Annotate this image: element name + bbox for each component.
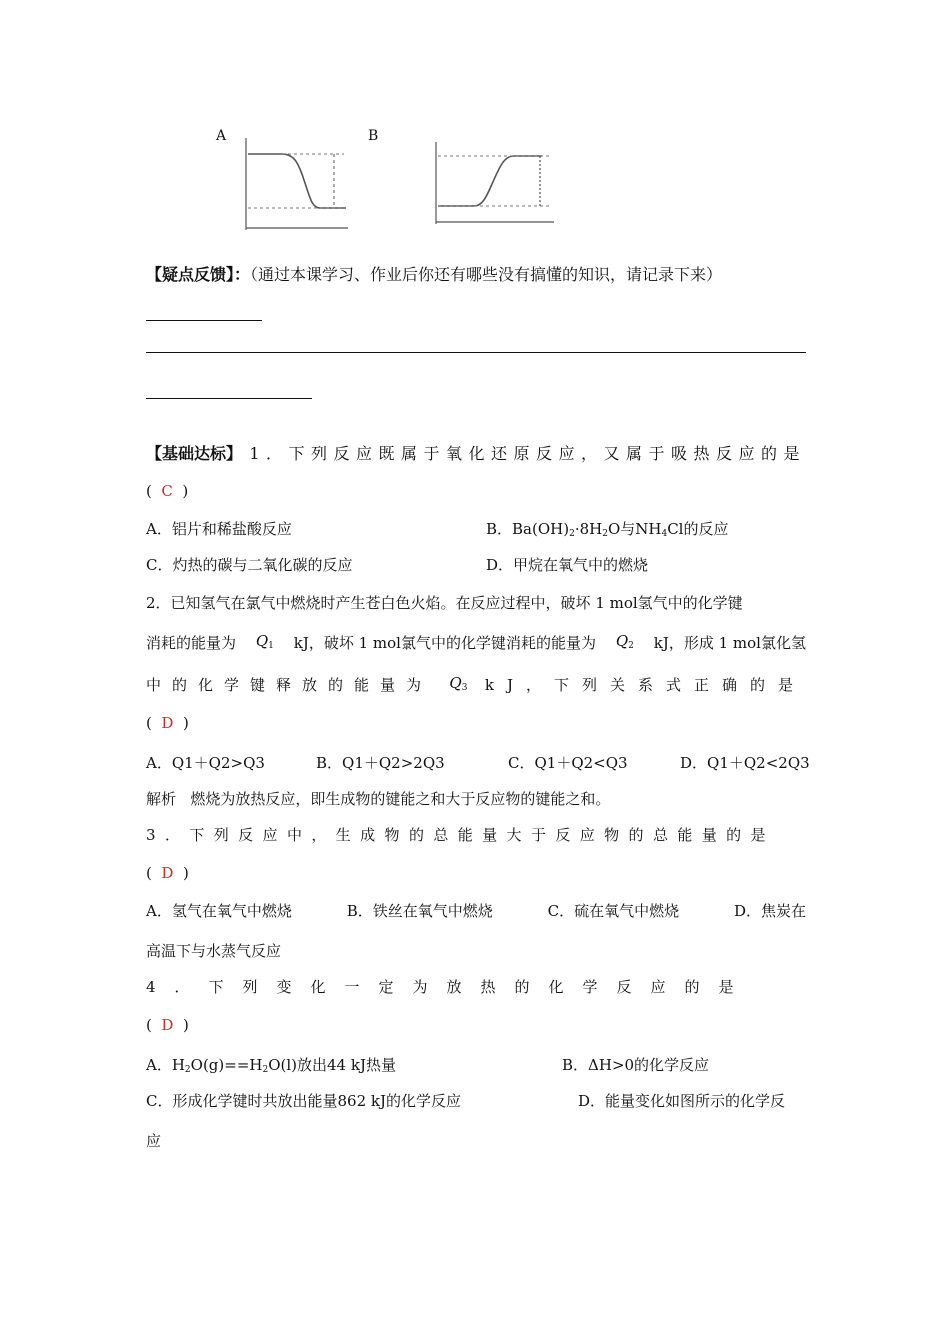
q2-line-2: [146, 632, 806, 653]
q1-option-b: [486, 518, 728, 539]
q1-option-b-mid: ·8H: [574, 520, 603, 538]
q4-option-a: [146, 1054, 396, 1075]
figure-b-label: B: [368, 128, 379, 144]
q4-answer-line: ( D ): [146, 1016, 189, 1034]
q1-answer: C: [161, 482, 173, 500]
q2-answer: D: [161, 714, 174, 732]
feedback-header: 【疑点反馈】：: [146, 265, 251, 284]
q2-analysis: [146, 788, 610, 809]
q4-option-c: C．形成化学键时共放出能量862 kJ的化学反应: [146, 1092, 461, 1110]
q2-line-3-a: 中的化学键释放的能量为: [146, 676, 433, 694]
q2-q2-symbol: $Q_2$: [615, 632, 634, 651]
q2-option-d: D．Q1＋Q2<2Q3: [680, 754, 810, 772]
figure-a-label: A: [216, 128, 227, 144]
q1-option-b-sub-2b: 2: [602, 529, 608, 539]
q1-option-b-sub-4: 4: [661, 529, 668, 539]
q3-option-c: C．硫在氧气中燃烧: [547, 902, 680, 920]
q4-option-a-prefix: A．H: [146, 1056, 185, 1074]
q3-option-d-cont: 高温下与水蒸气反应: [146, 942, 282, 960]
q4-option-a-suffix: O(l)放出44 kJ热量: [268, 1056, 396, 1074]
q3-option-a: A．氢气在氧气中燃烧: [146, 902, 292, 920]
q2-line-1: 2．已知氢气在氯气中燃烧时产生苍白色火焰。在反应过程中，破坏 1 mol氢气中的化学键: [146, 594, 743, 612]
q2-line-3-b: kJ，下列关系式正确的是: [484, 676, 806, 694]
q4-option-b-prefix: B．ΔH: [562, 1056, 612, 1074]
q1-option-a: A．铝片和稀盐酸反应: [146, 520, 292, 538]
q1-stem-line: [146, 441, 806, 464]
q1-option-b-prefix: B．Ba(OH): [486, 520, 570, 538]
q2-q1-symbol: $Q_1$: [255, 632, 274, 651]
figure-a-curve: [248, 154, 346, 208]
q4-option-a-sub-1: 2: [184, 1065, 191, 1075]
q4-answer: D: [161, 1016, 174, 1034]
figure-a-graph: [236, 128, 356, 238]
q1-option-d: D．甲烷在氧气中的燃烧: [486, 556, 649, 574]
q4-stem-wrap: [146, 976, 806, 997]
q1-option-c: C．灼热的碳与二氧化碳的反应: [146, 556, 353, 574]
q2-analysis-label: 解析: [146, 790, 177, 808]
answer-line-3[interactable]: [146, 398, 312, 399]
q4-stem: 4．下列变化一定为放热的化学反应的是: [146, 978, 753, 996]
q2-analysis-text: 燃烧为放热反应，即生成物的键能之和大于反应物的键能之和。: [190, 790, 611, 808]
feedback-line: [146, 262, 722, 285]
q1-answer-line: ( C ): [146, 482, 189, 500]
q1-stem: 1．下列反应既属于氧化还原反应，又属于吸热反应的是: [249, 444, 806, 463]
q1-option-b-suffix: Cl的反应: [667, 520, 729, 538]
q2-line-2-a: 消耗的能量为: [146, 634, 237, 652]
q2-q3-symbol: $Q_3$: [449, 674, 468, 693]
figure-b-curve: [438, 156, 542, 206]
q2-option-c: C．Q1＋Q2<Q3: [508, 754, 628, 772]
q3-stem: 3．下列反应中，生成物的总能量大于反应物的总能量的是: [146, 826, 775, 844]
q2-option-b: B．Q1＋Q2>2Q3: [316, 754, 445, 772]
q1-option-b-mid2: O与NH: [607, 520, 662, 538]
q3-option-d: D．焦炭在: [733, 902, 806, 920]
figure-b-graph: [430, 138, 560, 228]
q2-line-2-c: kJ，形成 1 mol氯化氢: [653, 634, 806, 652]
q2-answer-line: ( D ): [146, 714, 189, 732]
q4-option-b: [562, 1054, 709, 1075]
q4-option-d: D．能量变化如图所示的化学反: [578, 1092, 786, 1110]
q4-option-a-mid: O(g)==H: [190, 1056, 263, 1074]
answer-line-1[interactable]: [146, 320, 262, 321]
q2-line-3: [146, 674, 806, 695]
section-header: 【基础达标】: [146, 444, 243, 463]
q4-option-b-suffix: >0的化学反应: [611, 1056, 710, 1074]
q3-answer: D: [161, 864, 174, 882]
q4-option-a-sub-2: 2: [262, 1065, 269, 1075]
q2-line-2-b: kJ，破坏 1 mol氯气中的化学键消耗的能量为: [293, 634, 596, 652]
q3-option-b: B．铁丝在氧气中燃烧: [346, 902, 493, 920]
q3-answer-line: ( D ): [146, 864, 189, 882]
q2-option-a: A．Q1＋Q2>Q3: [146, 754, 265, 772]
q4-option-d-cont: 应: [146, 1132, 162, 1150]
q1-option-b-sub-2: 2: [569, 529, 575, 539]
q3-options: [146, 900, 806, 921]
feedback-note: （通过本课学习、作业后你还有哪些没有搞懂的知识，请记录下来）: [250, 265, 723, 284]
answer-line-2[interactable]: [146, 352, 806, 353]
q3-stem-wrap: [146, 824, 806, 845]
